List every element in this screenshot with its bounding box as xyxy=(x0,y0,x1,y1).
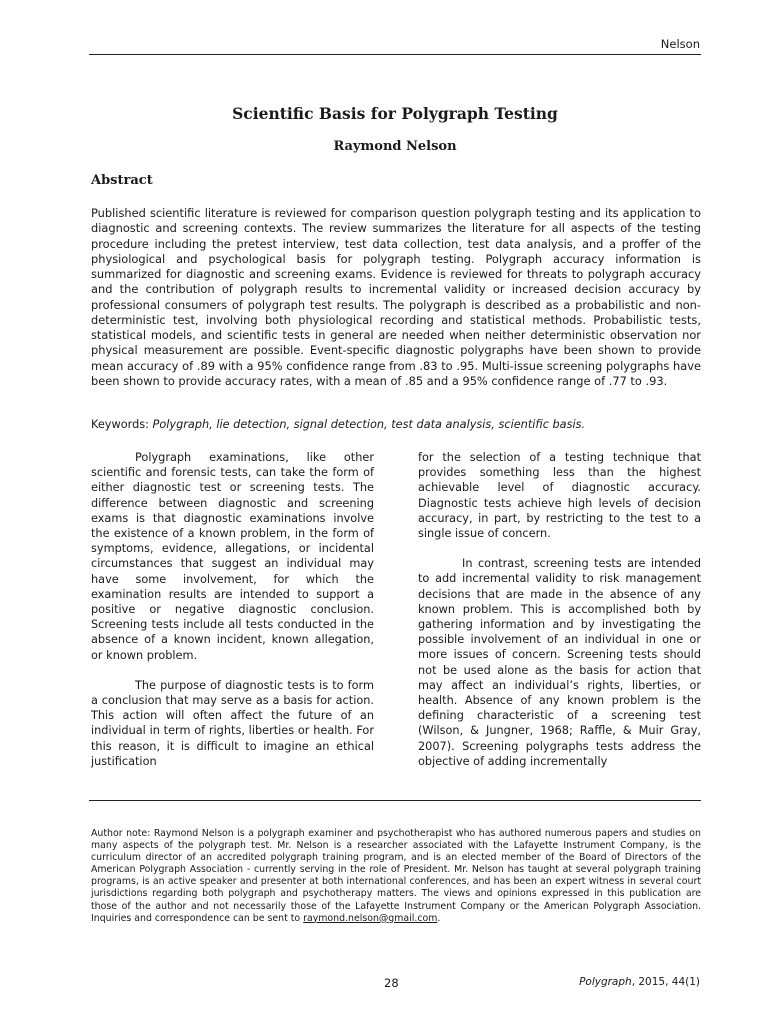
keywords-list: Polygraph, lie detection, signal detection, test data analysis, scientific basis. xyxy=(152,418,586,431)
keywords xyxy=(91,418,701,431)
body-paragraph: The purpose of diagnostic tests is to form a conclusion that may serve as a basis for action. This action will often affect the future of an individual in term of rights, liberties or health. For this reason, it is difficult to imagine an ethical justification xyxy=(91,678,374,768)
running-head: Nelson xyxy=(660,37,700,51)
journal-issue: , 2015, 44(1) xyxy=(631,976,700,988)
article-title: Scientific Basis for Polygraph Testing xyxy=(232,104,558,123)
author-note-text: Author note: Raymond Nelson is a polygraph examiner and psychotherapist who has authored numerous papers and studies on many aspects of the polygraph test. Mr. Nelson is a researcher associated with the Lafayette Instrument Company, is the curriculum director of an accredited polygraph training program, and is an elected member of the Board of Directors of the American Polygraph Association - currently serving in the role of President. Mr. Nelson has taught at several polygraph training programs, is an active speaker and presenter at both international conferences, and has been an expert witness in several court jurisdictions regarding both polygraph and psychotherapy matters. The views and opinions expressed in this publication are those of the author and not necessarily those of the Lafayette Instrument Company or the American Polygraph Association. Inquiries and correspondence can be sent to xyxy=(91,828,701,924)
journal-name: Polygraph xyxy=(579,976,632,988)
author-name: Raymond Nelson xyxy=(333,139,457,154)
body-paragraph: Polygraph examinations, like other scientific and forensic tests, can take the form of either diagnostic test or screening tests. The difference between diagnostic and screening exams is that diagnostic examinations involve the existence of a known problem, in the form of symptoms, evidence, allegations, or incidental circumstances that suggest an individual may have some involvement, for which the examination results are intended to support a positive or negative diagnostic conclusion. Screening tests include all tests conducted in the absence of a known incident, known allegation, or known problem. xyxy=(91,451,374,662)
header-rule xyxy=(89,54,701,55)
body-paragraph: In contrast, screening tests are intended to add incremental validity to risk management decisions that are made in the absence of any known problem. This is accomplished both by gathering information and by investigating the possible involvement of an individual in one or more issues of concern. Screening tests should not be used alone as the basis for action that may affect an individual’s rights, liberties, or health. Absence of any known problem is the defining characteristic of a screening test (Wilson, & Jungner, 1968; Raffle, & Muir Gray, 2007). Screening polygraphs tests address the objective of adding incrementally xyxy=(418,557,701,768)
body-left-column xyxy=(91,450,374,769)
journal-citation xyxy=(579,976,700,988)
abstract-heading: Abstract xyxy=(91,173,153,188)
author-email-link[interactable]: raymond.nelson@gmail.com xyxy=(303,912,438,924)
author-note-end: . xyxy=(437,912,441,924)
page-number: 28 xyxy=(384,976,399,990)
body-right-column xyxy=(418,450,701,769)
keywords-label: Keywords: xyxy=(91,418,153,431)
abstract-text: Published scientific literature is reviewed for comparison question polygraph testing and its application to diagnostic and screening contexts. The review summarizes the literature for all aspects of the testing procedure including the pretest interview, test data collection, test data analysis, and a proffer of the physiological and psychological basis for polygraph testing. Polygraph accuracy information is summarized for diagnostic and screening exams. Evidence is reviewed for threats to polygraph accuracy and the contribution of polygraph results to incremental validity or increased decision accuracy by professional consumers of polygraph test results. The polygraph is described as a probabilistic and non-deterministic test, involving both physiological recording and statistical methods. Probabilistic tests, statistical models, and scientific tests in general are needed when neither deterministic observation nor physical measurement are possible. Event-specific diagnostic polygraphs have been shown to provide mean accuracy of .89 with a 95% confidence range from .83 to .95. Multi-issue screening polygraphs have been shown to provide accuracy rates, with a mean of .85 and a 95% confidence range of .77 to .93. xyxy=(91,206,701,388)
footnote-rule xyxy=(89,800,701,801)
author-note xyxy=(91,828,701,925)
body-paragraph: for the selection of a testing technique that provides something less than the highest achievable level of diagnostic accuracy. Diagnostic tests achieve high levels of decision accuracy, in part, by restricting to the test to a single issue of concern. xyxy=(418,451,701,541)
